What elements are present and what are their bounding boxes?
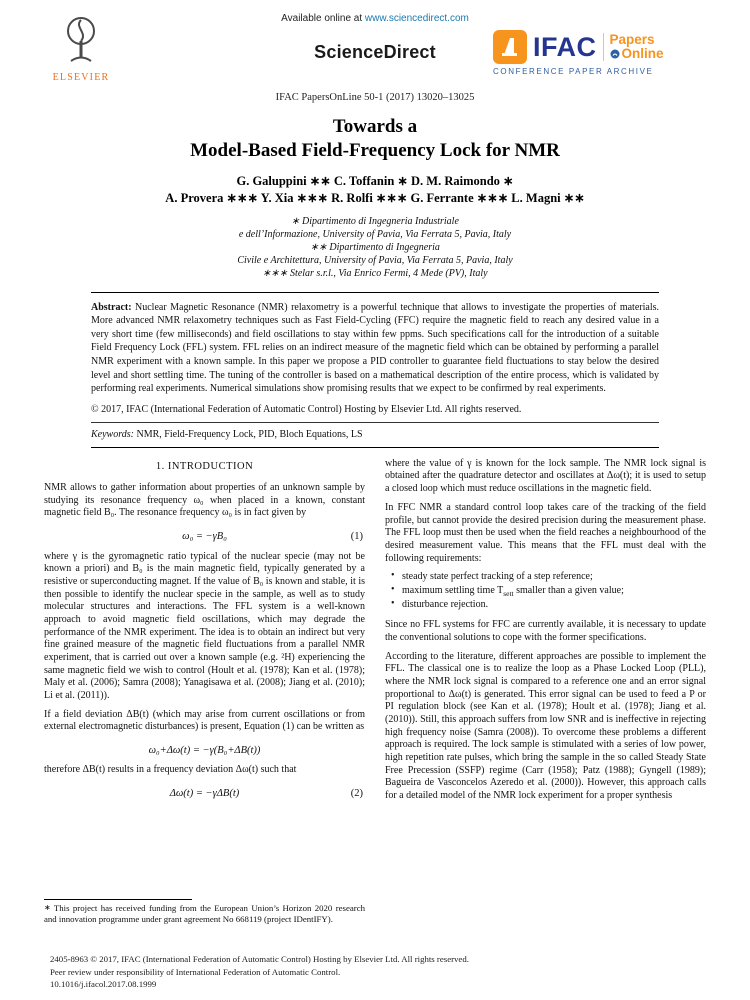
right-column bbox=[385, 458, 706, 926]
paragraph: where γ is the gyromagnetic ratio typical of the nuclear specie (may not be known a priori) and B₀ is the main magnetic field, typically generated by a resistive or superconducting magnet. If the value of B₀ is known and stable, it is then possible to identify the nuclear specie in the sample, as well as to study molecular structures and interactions. The FFL system is a well-known approach to avoid magnetic field oscillations, which may degrade the performance of the NMR experiment. The idea is to obtain an indirect but very fine grained measure of the magnetic field fluctuations from a parallel NMR experiment, that is carried out over a known sample (e.g. ²H) experiencing the same magnetic field we wish to control (Hoult et al. (1978); Kan et al. (1978); Maly et al. (2006); Samra (2008); Yanagisawa et al. (2008); Jiang et al. (2010); Li et al. (2011)). bbox=[44, 550, 365, 702]
authors-line1: G. Galuppini ∗∗ C. Toffanin ∗ D. M. Raimondo ∗ bbox=[236, 173, 514, 188]
page-footer bbox=[50, 953, 700, 991]
available-online-text: Available online at bbox=[281, 13, 365, 24]
equation-1 bbox=[44, 530, 365, 543]
paragraph: where the value of γ is known for the lock sample. The NMR lock signal is obtained after the quadrature detector and oscillates at Δω(t); it is used to setup a closed loop which must reduce oscillations in the magnetic field. bbox=[385, 457, 706, 495]
equation-unnumbered-formula: ω₀+Δω(t) = −γ(B₀+ΔB(t)) bbox=[148, 745, 261, 757]
paper-title bbox=[0, 115, 750, 164]
affiliation-line: ∗∗∗ Stelar s.r.l., Via Enrico Fermi, 4 Mede (PV), Italy bbox=[262, 267, 488, 279]
left-column bbox=[44, 458, 365, 926]
paper-title-line1: Towards a bbox=[332, 116, 418, 137]
keywords-label: Keywords: bbox=[91, 428, 134, 440]
abstract-section bbox=[91, 292, 659, 448]
footnote-rule bbox=[44, 899, 192, 900]
ifac-tagline: CONFERENCE PAPER ARCHIVE bbox=[493, 67, 654, 76]
funding-footnote bbox=[44, 899, 365, 926]
abstract-text: Nuclear Magnetic Resonance (NMR) relaxometry is a powerful technique that allows to investigate the properties of materials. More advanced NMR relaxometry techniques such as Fast Field-Cycling (FFC) require the magnetic field to reach any desired value in a very short time (few milliseconds) and field oscillations to stay within few ppms. Such specifications call for the introduction of a suitable Field Frequency Lock (FFL) system. FFL relies on an indirect measure of the magnetic field which can be obtained by performing a parallel NMR experiment with a known sample. In this paper we propose a PID controller to guarantee field fluctuations to stay below the desired level and short settling time. The tuning of the controller is based on a mathematical description of the entire process, which is validated by performing real experiments. Numerical simulations show promising results that we expect to be confirmed by real experiments. bbox=[91, 301, 659, 395]
online-label: Online bbox=[621, 46, 664, 61]
list-item: • disturbance rejection. bbox=[391, 599, 706, 612]
keywords-divider bbox=[91, 422, 659, 440]
affiliation-line: Civile e Architettura, University of Pavia, Via Ferrata 5, Pavia, Italy bbox=[237, 254, 513, 266]
requirements-list bbox=[391, 571, 706, 613]
footer-issn-copyright: 2405-8963 © 2017, IFAC (International Federation of Automatic Control) Hosting by Elsevier Ltd. All rights reserved. bbox=[50, 953, 469, 964]
equation-unnumbered bbox=[44, 744, 365, 757]
equation-1-formula: ω₀ = −γB₀ bbox=[182, 531, 227, 543]
ifac-wordmark: IFAC bbox=[533, 31, 597, 62]
footer-doi: 10.1016/j.ifacol.2017.08.1999 bbox=[50, 979, 157, 990]
paragraph: According to the literature, different approaches are possible to implement the FFL. The classical one is to realize the loop as a Phase Locked Loop (PLL), where the NMR lock signal is compared to a reference one and an error signal proportional to Δω(t) is generated. This error signal can be used to feed a P or PI regulation block (see Kan et al. (1978); Hoult et al. (1978); Jiang et al. (2010)). Still, this approach suffers from low SNR and is ineffective in rejecting high frequency noise (Samra (2008)). To overcome these problems a different approach is required. The lock sample is stimulated with a series of low power, high repetition rate pulses, which bring the sample in the so called Steady State Free Precession (SSFP) regime (Carr (1958); Patz (1988); Gyngell (1989); Bagueira de Vasconcelos Azeredo et al. (2000)). However, this approach calls for a detailed model of the NMR lock experiment for a proper synthesis bbox=[385, 650, 706, 802]
keywords-line bbox=[91, 429, 659, 440]
header bbox=[0, 0, 750, 103]
online-signal-icon bbox=[610, 49, 620, 59]
paragraph: NMR allows to gather information about properties of an unknown sample by studying its resonance frequency ω₀ when placed in a known, constant magnetic field B₀. The resonance frequency ω₀ is in fact given by bbox=[44, 482, 365, 519]
keywords-text: NMR, Field-Frequency Lock, PID, Bloch Equations, LS bbox=[133, 428, 363, 440]
author-list bbox=[0, 173, 750, 208]
section-heading-introduction: 1. INTRODUCTION bbox=[155, 460, 254, 472]
list-item: • steady state perfect tracking of a step reference; bbox=[391, 571, 706, 584]
list-item-subscript: sett bbox=[503, 588, 514, 598]
footnote-text: This project has received funding from the European Union’s Horizon 2020 research and innovation programme under grant agreement No 668119 (project IDentIFY). bbox=[44, 902, 365, 925]
list-item-text: smaller than a given value; bbox=[513, 584, 624, 596]
body-columns bbox=[44, 458, 706, 926]
logo-row bbox=[0, 28, 750, 90]
abstract-bottom-rule bbox=[91, 447, 659, 448]
available-online-line bbox=[0, 0, 750, 24]
papers-online-wordmark bbox=[603, 33, 664, 61]
list-item-text: maximum settling time T bbox=[402, 584, 504, 596]
footnote-mark: ∗ bbox=[44, 902, 51, 912]
affiliation-line: ∗ Dipartimento di Ingegneria Industriale bbox=[291, 215, 459, 227]
authors-line2: A. Provera ∗∗∗ Y. Xia ∗∗∗ R. Rolfi ∗∗∗ G. Ferrante ∗∗∗ L. Magni ∗∗ bbox=[165, 191, 585, 206]
equation-1-number: (1) bbox=[350, 531, 363, 543]
journal-reference: IFAC PapersOnLine 50-1 (2017) 13020–13025 bbox=[275, 92, 475, 103]
elsevier-wordmark: ELSEVIER bbox=[52, 72, 110, 83]
paragraph: In FFC NMR a standard control loop takes care of the tracking of the field profile, but cannot provide the desired precision during the measurement phase. The FFL loop must then be used when the field reaches a neighbourhood of the desired measurement value. This means that the FFL must deal with the following requirements: bbox=[385, 501, 706, 564]
equation-2 bbox=[44, 787, 365, 800]
sciencedirect-logo: ScienceDirect bbox=[314, 42, 436, 62]
paragraph: If a field deviation ΔB(t) (which may arise from current oscillations or from external electromagnetic disturbances) is present, Equation (1) can be written as bbox=[44, 708, 365, 733]
ifac-icon bbox=[493, 30, 527, 64]
paragraph: Since no FFL systems for FFC are currently available, it is necessary to update the conventional solutions to cope with the former specifications. bbox=[385, 619, 706, 643]
equation-2-number: (2) bbox=[350, 788, 363, 800]
abstract-paragraph bbox=[91, 301, 659, 396]
abstract-top-rule bbox=[91, 292, 659, 415]
footer-peer-review: Peer review under responsibility of International Federation of Automatic Control. bbox=[50, 966, 341, 977]
paper-title-line2: Model-Based Field-Frequency Lock for NMR bbox=[190, 140, 560, 162]
sciencedirect-url-link[interactable]: www.sciencedirect.com bbox=[364, 13, 469, 24]
equation-2-formula: Δω(t) = −γΔB(t) bbox=[169, 788, 240, 800]
abstract-label: Abstract: bbox=[91, 301, 132, 313]
ifac-papersonline-logo bbox=[493, 30, 708, 76]
affiliation-line: ∗∗ Dipartimento di Ingegneria bbox=[310, 241, 440, 253]
affiliations bbox=[0, 215, 750, 280]
paragraph: therefore ΔB(t) results in a frequency deviation Δω(t) such that bbox=[44, 764, 297, 776]
copyright-line: © 2017, IFAC (International Federation of Automatic Control) Hosting by Elsevier Ltd. All rights reserved. bbox=[91, 403, 522, 415]
affiliation-line: e dell’Informazione, University of Pavia, Via Ferrata 5, Pavia, Italy bbox=[238, 228, 512, 240]
list-item bbox=[391, 585, 706, 599]
papers-label: Papers bbox=[609, 31, 655, 47]
